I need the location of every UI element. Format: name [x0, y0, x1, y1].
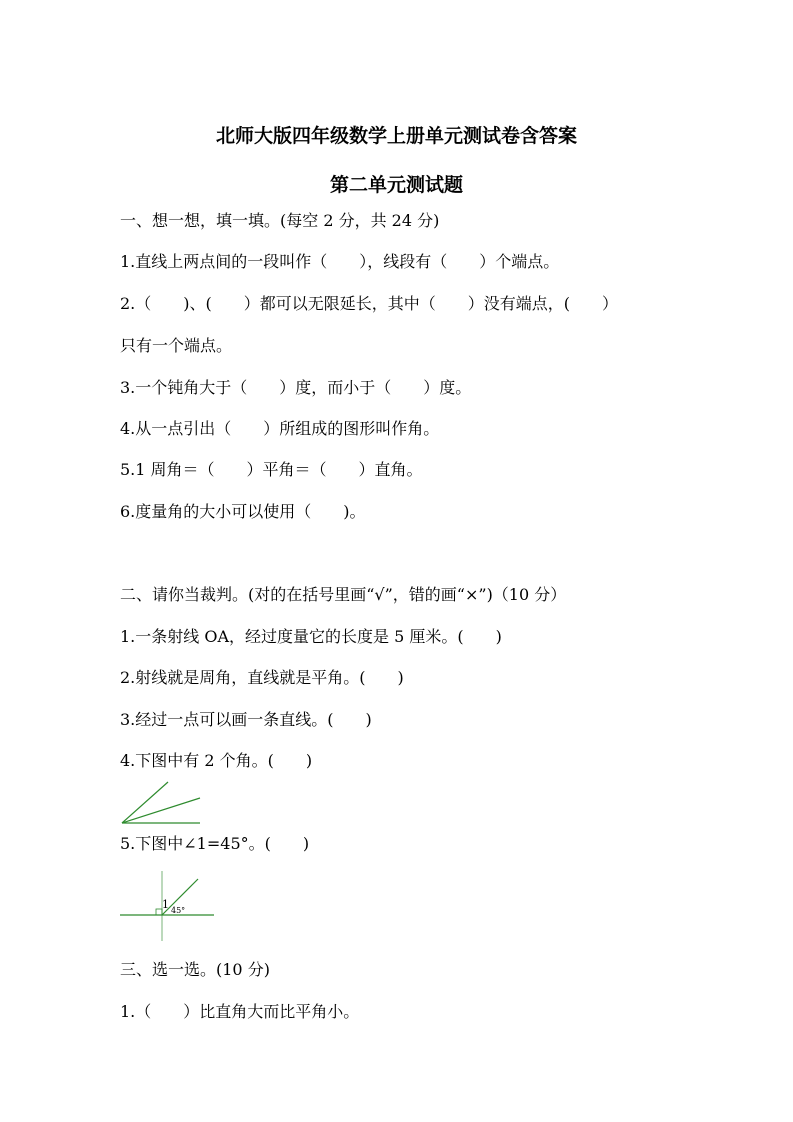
- figure1-ray-upper: [122, 782, 168, 823]
- section1-heading: 一、想一想，填一填。(每空 2 分，共 24 分): [120, 211, 440, 230]
- section1-question-3: 3.一个钝角大于（ ）度，而小于（ ）度。: [120, 378, 472, 397]
- section1-question-2-line2: 只有一个端点。: [120, 336, 233, 355]
- angle-figure-1: [118, 780, 218, 828]
- section1-question-1: 1.直线上两点间的一段叫作（ ），线段有（ ）个端点。: [120, 252, 560, 271]
- section3-heading: 三、选一选。(10 分): [120, 960, 270, 979]
- figure2-angle-label-45: 45°: [171, 906, 186, 915]
- section1-question-4: 4.从一点引出（ ）所组成的图形叫作角。: [120, 419, 440, 438]
- section2-question-1: 1.一条射线 OA，经过度量它的长度是 5 厘米。( ): [120, 627, 502, 646]
- section3-question-1: 1.（ ）比直角大而比平角小。: [120, 1002, 360, 1021]
- angle-figure-2: [118, 869, 218, 943]
- figure2-angle-label-1: 1: [162, 898, 169, 911]
- section1-question-5: 5.1 周角＝（ ）平角＝（ ）直角。: [120, 460, 423, 479]
- document-subtitle: 第二单元测试题: [329, 174, 463, 196]
- section2-question-5: 5.下图中∠1=45°。( ): [120, 834, 310, 853]
- section2-question-4: 4.下图中有 2 个角。( ): [120, 751, 313, 770]
- section1-question-6: 6.度量角的大小可以使用（ )。: [120, 502, 366, 521]
- section2-question-3: 3.经过一点可以画一条直线。( ): [120, 710, 372, 729]
- section2-question-2: 2.射线就是周角，直线就是平角。( ): [120, 668, 404, 687]
- section1-question-2-line1: 2.（ )、( ）都可以无限延长，其中（ ）没有端点，( ）: [120, 294, 618, 313]
- section2-heading: 二、请你当裁判。(对的在括号里画“√”，错的画“×”)（10 分）: [120, 585, 567, 604]
- figure1-ray-middle: [122, 798, 200, 823]
- document-title: 北师大版四年级数学上册单元测试卷含答案: [215, 125, 577, 147]
